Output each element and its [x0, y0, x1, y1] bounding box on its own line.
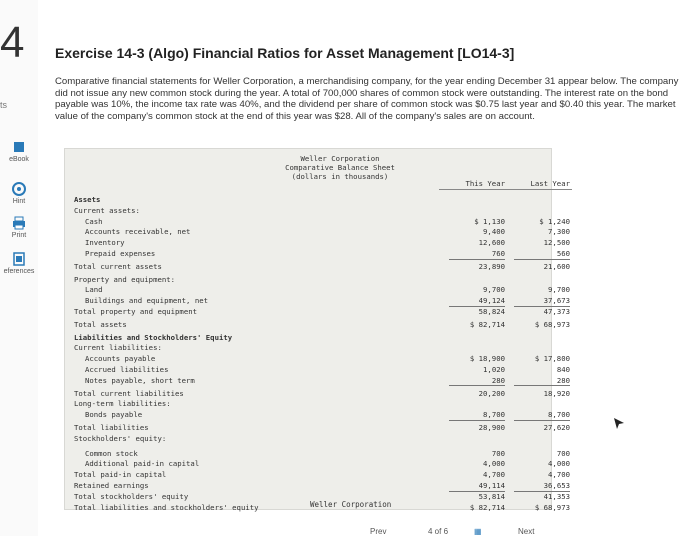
value-last-year: 41,353: [543, 491, 570, 501]
row-label: Current assets:: [74, 205, 140, 215]
value-last-year: 280: [556, 375, 570, 385]
value-this-year: 9,400: [483, 227, 505, 237]
value-this-year: $ 82,714: [469, 319, 505, 329]
value-this-year: 20,200: [478, 388, 505, 398]
row-label: Assets: [74, 195, 101, 204]
table-row: [65, 410, 570, 420]
value-last-year: 36,653: [543, 481, 570, 490]
question-number: 4: [0, 18, 25, 67]
value-this-year: $ 18,900: [469, 354, 505, 364]
sidebar-item-label: Hint: [12, 198, 26, 205]
value-last-year: $ 68,973: [534, 502, 570, 512]
value-last-year: 560: [556, 249, 570, 258]
value-this-year: 9,700: [483, 285, 505, 295]
left-sidebar: [0, 0, 38, 536]
print-icon: [12, 216, 26, 230]
value-last-year: $ 68,973: [534, 319, 570, 329]
table-row: [65, 388, 570, 398]
row-label: Land: [85, 285, 103, 295]
table-row: [65, 354, 570, 364]
table-row: [65, 238, 570, 248]
table-row: [65, 434, 551, 443]
column-header-last-year: Last Year: [530, 179, 570, 188]
table-row: [65, 470, 570, 480]
value-this-year: 49,124: [478, 296, 505, 306]
subtotal-rule: [514, 259, 570, 260]
row-label: Total current assets: [74, 261, 162, 271]
sheet-header: [265, 154, 415, 181]
value-last-year: 18,920: [543, 388, 570, 398]
table-row: [65, 502, 570, 512]
sidebar-item-ebook[interactable]: [0, 140, 38, 163]
table-row: [65, 206, 551, 215]
table-row: [65, 249, 570, 258]
row-label: Current liabilities:: [74, 343, 162, 353]
sidebar-item-label: eBook: [9, 156, 29, 163]
table-row: [65, 423, 570, 432]
row-label: Bonds payable: [85, 410, 143, 420]
table-row: [65, 261, 570, 271]
value-last-year: 9,700: [548, 285, 570, 295]
row-label: Total stockholders' equity: [74, 491, 189, 501]
next-button[interactable]: Next: [518, 527, 535, 536]
sidebar-item-hint[interactable]: [0, 182, 38, 205]
row-label: Common stock: [85, 448, 138, 458]
value-this-year: 1,020: [483, 365, 505, 374]
table-row: [65, 375, 570, 385]
table-row: [65, 307, 570, 316]
row-label: Accounts receivable, net: [85, 227, 191, 237]
table-row: [65, 365, 570, 374]
value-last-year: 7,300: [548, 227, 570, 237]
table-row: [65, 195, 551, 204]
value-this-year: 53,814: [478, 491, 505, 501]
value-last-year: 840: [556, 365, 570, 374]
value-this-year: $ 1,130: [474, 216, 505, 226]
value-last-year: 37,673: [543, 296, 570, 306]
points-label: ts: [0, 100, 8, 110]
value-last-year: 21,600: [543, 261, 570, 271]
row-label: Cash: [85, 216, 103, 226]
row-label: Notes payable, short term: [85, 375, 195, 385]
value-this-year: 23,890: [478, 261, 505, 271]
value-this-year: 4,000: [483, 459, 505, 469]
value-last-year: 47,373: [543, 307, 570, 316]
value-this-year: 49,114: [478, 481, 505, 490]
row-label: Accounts payable: [85, 354, 156, 364]
sidebar-item-references[interactable]: [0, 252, 38, 275]
hint-icon: [12, 182, 26, 196]
row-label: Retained earnings: [74, 481, 149, 490]
value-last-year: 8,700: [548, 410, 570, 420]
value-this-year: 28,900: [478, 423, 505, 432]
value-last-year: $ 17,800: [534, 354, 570, 364]
subtotal-rule: [449, 420, 505, 421]
column-rule: [504, 189, 572, 190]
company-name: Weller Corporation: [300, 154, 380, 163]
subtotal-rule: [449, 259, 505, 260]
row-label: Buildings and equipment, net: [85, 296, 209, 306]
table-row: [65, 448, 570, 458]
table-row: [65, 459, 570, 469]
table-row: [65, 319, 570, 329]
sheet-subtitle: Comparative Balance Sheet: [285, 163, 395, 172]
prev-button[interactable]: Prev: [370, 527, 387, 536]
table-row: [65, 227, 570, 237]
row-label: Accrued liabilities: [85, 365, 169, 374]
row-label: Stockholders' equity:: [74, 433, 167, 443]
sheet-tab[interactable]: Weller Corporation: [310, 500, 392, 509]
table-row: [65, 333, 551, 342]
row-label: Inventory: [85, 238, 125, 248]
table-row: [65, 399, 551, 408]
value-this-year: 8,700: [483, 410, 505, 420]
row-label: Property and equipment:: [74, 274, 176, 284]
book-icon: [12, 140, 26, 154]
grid-icon[interactable]: ▦: [474, 527, 482, 536]
row-label: Liabilities and Stockholders' Equity: [74, 332, 233, 342]
value-this-year: 760: [491, 249, 505, 258]
row-label: Total liabilities and stockholders' equity: [74, 502, 259, 512]
balance-sheet: [64, 148, 570, 512]
value-last-year: 12,500: [543, 238, 570, 248]
column-header-this-year: This Year: [465, 179, 505, 188]
row-label: Total current liabilities: [74, 388, 184, 398]
value-last-year: 700: [556, 448, 570, 458]
table-row: [65, 296, 570, 306]
value-this-year: 12,600: [478, 238, 505, 248]
row-label: Total liabilities: [74, 423, 149, 432]
row-label: Total paid-in capital: [74, 470, 167, 480]
table-row: [65, 285, 570, 295]
mouse-cursor-icon: [614, 418, 626, 430]
row-label: Total assets: [74, 319, 127, 329]
row-label: Prepaid expenses: [85, 249, 156, 258]
value-last-year: 4,700: [548, 470, 570, 480]
page-indicator: 4 of 6: [428, 527, 449, 536]
row-label: Long-term liabilities:: [74, 399, 171, 409]
table-row: [65, 275, 551, 284]
table-row: [65, 343, 551, 352]
column-rule: [439, 189, 507, 190]
value-last-year: 4,000: [548, 459, 570, 469]
table-row: [65, 491, 570, 501]
sidebar-item-print[interactable]: [0, 216, 38, 239]
row-label: Additional paid-in capital: [85, 459, 200, 469]
value-this-year: $ 82,714: [469, 502, 505, 512]
sidebar-item-label: Print: [11, 232, 27, 239]
row-label: Total property and equipment: [74, 307, 198, 316]
exercise-description: Comparative financial statements for Weller Corporation, a merchandising company, for the year ending December 31 appear below. The company did not issue any new common stock during the year. A total of 700,000 shares of common stock were outstanding. The interest rate on the bond payable was 10%, the income tax rate was 40%, and the dividend per share of common stock was $0.75 last year and $0.40 this year. The market value of the company's common stock at the end of this year was $28. All of the company's sales are on account.: [55, 76, 679, 122]
value-this-year: 58,824: [478, 307, 505, 316]
table-row: [65, 481, 570, 490]
exercise-title: Exercise 14-3 (Algo) Financial Ratios for Asset Management [LO14-3]: [55, 45, 515, 61]
subtotal-rule: [514, 420, 570, 421]
value-last-year: $ 1,240: [539, 216, 570, 226]
value-this-year: 280: [491, 375, 505, 385]
subtotal-rule: [514, 385, 570, 386]
value-this-year: 4,700: [483, 470, 505, 480]
value-last-year: 27,620: [543, 423, 570, 432]
sidebar-item-label: eferences: [3, 268, 35, 275]
references-icon: [12, 252, 26, 266]
sheet-units: (dollars in thousands): [291, 172, 389, 181]
table-row: [65, 216, 570, 226]
subtotal-rule: [449, 385, 505, 386]
value-this-year: 700: [491, 448, 505, 458]
